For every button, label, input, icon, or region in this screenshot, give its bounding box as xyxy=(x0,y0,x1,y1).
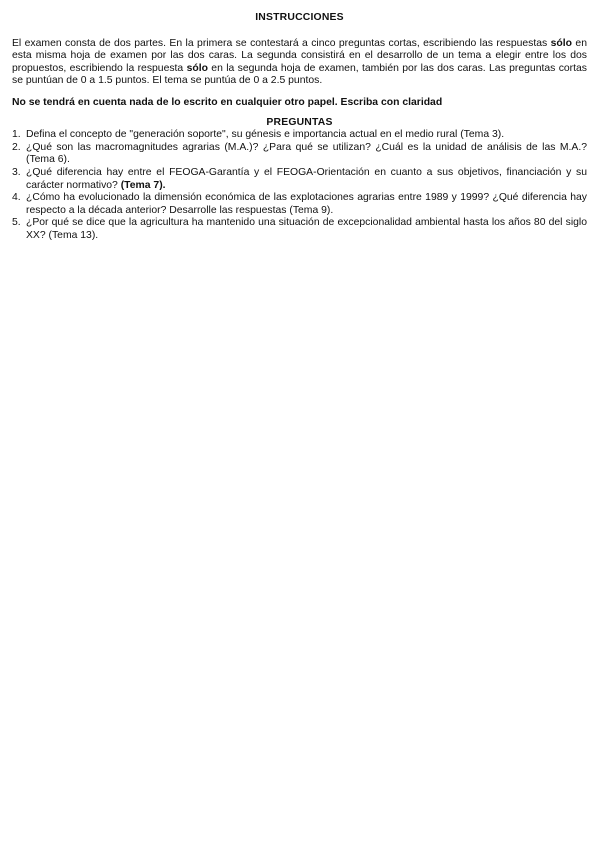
question-text: ¿Por qué se dice que la agricultura ha mantenido una situación de excepcionalidad ambiental hasta los años 80 del siglo XX? (Tema 13). xyxy=(26,217,587,241)
question-text: ¿Qué son las macromagnitudes agrarias (M.A.)? ¿Para qué se utilizan? ¿Cuál es la unidad de análisis de las M.A.? (Tema 6). xyxy=(26,141,587,166)
intro-text-1: El examen consta de dos partes. En la primera se contestará a cinco preguntas cortas, escribiendo las respuestas xyxy=(12,37,551,49)
question-item xyxy=(12,129,587,142)
instructions-title: INSTRUCCIONES xyxy=(255,12,344,23)
instructions-paragraph xyxy=(12,38,587,88)
question-item xyxy=(12,142,587,167)
exam-page xyxy=(12,0,587,243)
question-number: 4. xyxy=(12,192,21,204)
question-text: ¿Qué diferencia hay entre el FEOGA-Garantía y el FEOGA-Orientación en cuanto a sus objetivos, financiación y su carácter normativo? xyxy=(26,166,587,191)
question-number: 3. xyxy=(12,166,21,178)
intro-bold-2: sólo xyxy=(186,62,208,74)
question-text: Defina el concepto de "generación soporte", su génesis e importancia actual en el medio rural (Tema 3). xyxy=(26,129,505,141)
intro-text-2: en esta misma hoja de examen por las dos caras. La segunda consistirá en el desarrollo de un tema a elegir entre los dos propuestos, escribiendo la respuesta xyxy=(12,37,587,74)
question-item xyxy=(12,192,587,217)
question-number: 5. xyxy=(12,217,21,229)
intro-bold-1: sólo xyxy=(550,37,573,49)
notice-text: No se tendrá en cuenta nada de lo escrito en cualquier otro papel. Escriba con claridad xyxy=(12,96,443,108)
intro-text-3: en la segunda hoja de examen, también por las dos caras. Las preguntas cortas se puntúan de 0 a 1.5 puntos. El tema se puntúa de 0 a 2.5 puntos. xyxy=(12,62,587,87)
question-text: ¿Cómo ha evolucionado la dimensión económica de las explotaciones agrarias entre 1989 y 1999? ¿Qué diferencia hay respecto a la década anterior? Desarrolle las respuestas (Tema 9). xyxy=(26,192,587,216)
questions-list xyxy=(12,129,587,242)
question-text-bold: (Tema 7). xyxy=(120,179,166,191)
question-item xyxy=(12,217,587,242)
questions-title: PREGUNTAS xyxy=(266,116,333,128)
question-number: 2. xyxy=(12,141,21,153)
question-number: 1. xyxy=(12,129,21,141)
question-item xyxy=(12,167,587,192)
